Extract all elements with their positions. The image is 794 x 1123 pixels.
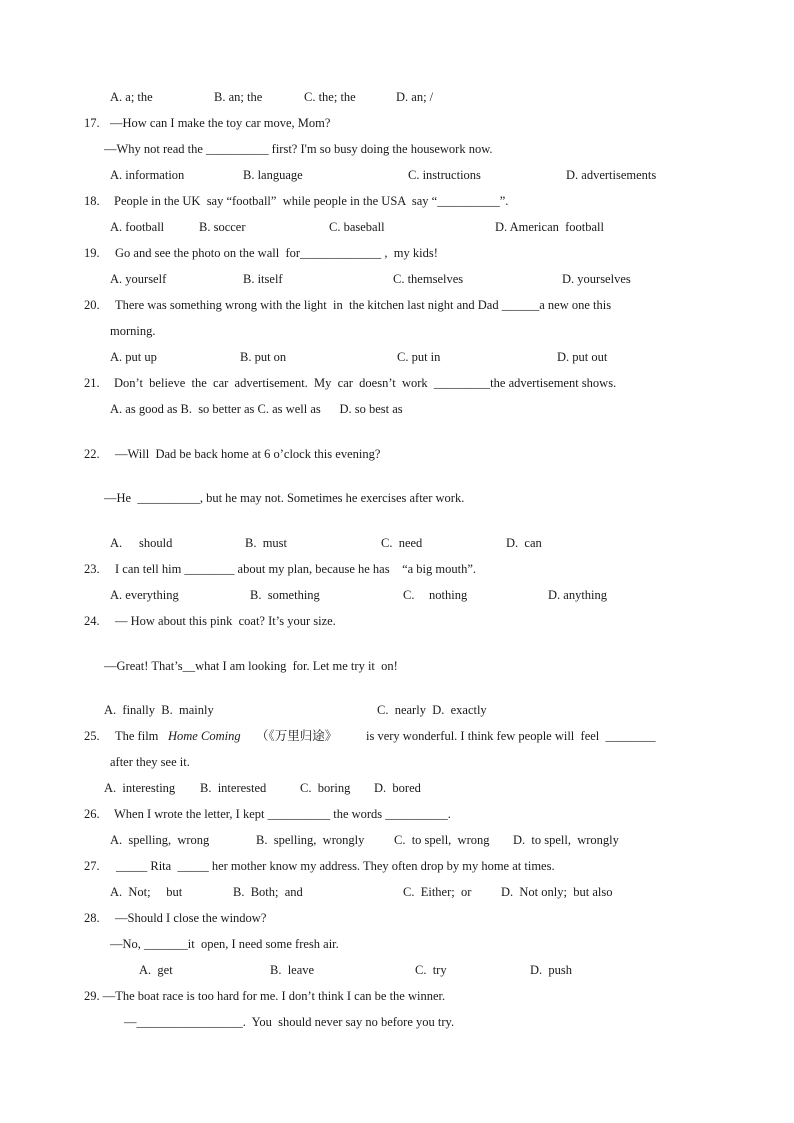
option-c: C. the; the (304, 90, 356, 104)
question-text: _____ Rita _____ her mother know my address. They often drop by my home at times. (116, 859, 555, 873)
question-number: 27. (84, 859, 100, 873)
option-d: D. put out (557, 350, 608, 364)
question-text: after they see it. (110, 755, 190, 769)
question-number: 26. (84, 807, 100, 821)
question-text: is very wonderful. I think few people will feel ________ (366, 729, 656, 743)
question-text: 29. —The boat race is too hard for me. I don’t think I can be the winner. (84, 989, 446, 1003)
option-a: A. (110, 536, 123, 550)
option-d: D. can (506, 536, 542, 550)
option-b: B. soccer (199, 220, 246, 234)
option-c: C. put in (397, 350, 441, 364)
option-d: D. push (530, 963, 573, 977)
question-number: 28. (84, 911, 100, 925)
question-text: There was something wrong with the light in the kitchen last night and Dad ______a new one this (115, 298, 612, 312)
option-c: C. themselves (393, 272, 464, 286)
option-a: A. information (110, 168, 185, 182)
option-b: B. language (243, 168, 303, 182)
options-ab: A. finally B. mainly (104, 703, 214, 717)
question-text: —Why not read the __________ first? I'm so busy doing the housework now. (104, 142, 493, 156)
options-line: A. as good as B. so better as C. as well as D. so best as (110, 402, 403, 416)
option-c: C. to spell, wrong (394, 833, 490, 847)
option-a: A. everything (110, 588, 179, 602)
option-b: B. interested (200, 781, 267, 795)
options-cd: C. nearly D. exactly (377, 703, 487, 717)
question-text: I can tell him ________ about my plan, because he has “a big mouth”. (115, 562, 477, 576)
option-c: C. need (381, 536, 423, 550)
option-c: C. (403, 588, 415, 602)
option-a: A. spelling, wrong (110, 833, 210, 847)
question-text: Go and see the photo on the wall for_____________ , my kids! (115, 246, 438, 260)
option-b: B. leave (270, 963, 315, 977)
question-text: — How about this pink coat? It’s your size. (115, 614, 336, 628)
film-title: Home Coming (168, 729, 241, 743)
option-c: C. boring (300, 781, 351, 795)
question-number: 23. (84, 562, 100, 576)
option-c: C. Either; or (403, 885, 472, 899)
film-chinese-title: （《万里归途》 (256, 729, 338, 743)
option-d: D. an; / (396, 90, 434, 104)
option-d: D. advertisements (566, 168, 657, 182)
option-d: D. anything (548, 588, 608, 602)
option-a: A. interesting (104, 781, 176, 795)
question-text: People in the UK say “football” while people in the USA say “__________”. (114, 194, 509, 208)
question-text: —Should I close the window? (115, 911, 267, 925)
option-c: C. try (415, 963, 447, 977)
question-text: —He __________, but he may not. Sometimes he exercises after work. (104, 491, 465, 505)
option-b: B. an; the (214, 90, 263, 104)
question-number: 25. (84, 729, 100, 743)
option-b: B. something (250, 588, 320, 602)
option-a: A. yourself (110, 272, 167, 286)
option-d: D. Not only; but also (501, 885, 613, 899)
option-c-text: nothing (429, 588, 468, 602)
question-text: —Great! That’s__what I am looking for. Let me try it on! (104, 659, 398, 673)
question-number: 18. (84, 194, 100, 208)
question-number: 19. (84, 246, 100, 260)
option-a: A. football (110, 220, 165, 234)
option-b: B. Both; and (233, 885, 303, 899)
option-a: A. Not; but (110, 885, 183, 899)
option-c: C. baseball (329, 220, 385, 234)
question-text: The film (115, 729, 159, 743)
question-number: 22. (84, 447, 100, 461)
question-number: 17. (84, 116, 100, 130)
question-text: —How can I make the toy car move, Mom? (110, 116, 331, 130)
option-b: B. spelling, wrongly (256, 833, 365, 847)
question-text: When I wrote the letter, I kept __________ the words __________. (114, 807, 451, 821)
option-b: B. must (245, 536, 288, 550)
question-text: Don’t believe the car advertisement. My car doesn’t work _________the advertisement shows. (114, 376, 617, 390)
option-a: A. a; the (110, 90, 153, 104)
option-a-text: should (139, 536, 173, 550)
question-number: 21. (84, 376, 100, 390)
option-b: B. put on (240, 350, 287, 364)
option-d: D. American football (495, 220, 604, 234)
option-d: D. bored (374, 781, 421, 795)
question-number: 20. (84, 298, 100, 312)
option-b: B. itself (243, 272, 283, 286)
option-c: C. instructions (408, 168, 481, 182)
option-a: A. put up (110, 350, 157, 364)
option-d: D. to spell, wrongly (513, 833, 619, 847)
option-a: A. get (139, 963, 173, 977)
question-number: 24. (84, 614, 100, 628)
option-d: D. yourselves (562, 272, 631, 286)
question-text: morning. (110, 324, 156, 338)
question-text: —Will Dad be back home at 6 o’clock this evening? (115, 447, 381, 461)
question-text: —No, _______it open, I need some fresh air. (110, 937, 339, 951)
question-text: —_________________. You should never say no before you try. (124, 1015, 455, 1029)
